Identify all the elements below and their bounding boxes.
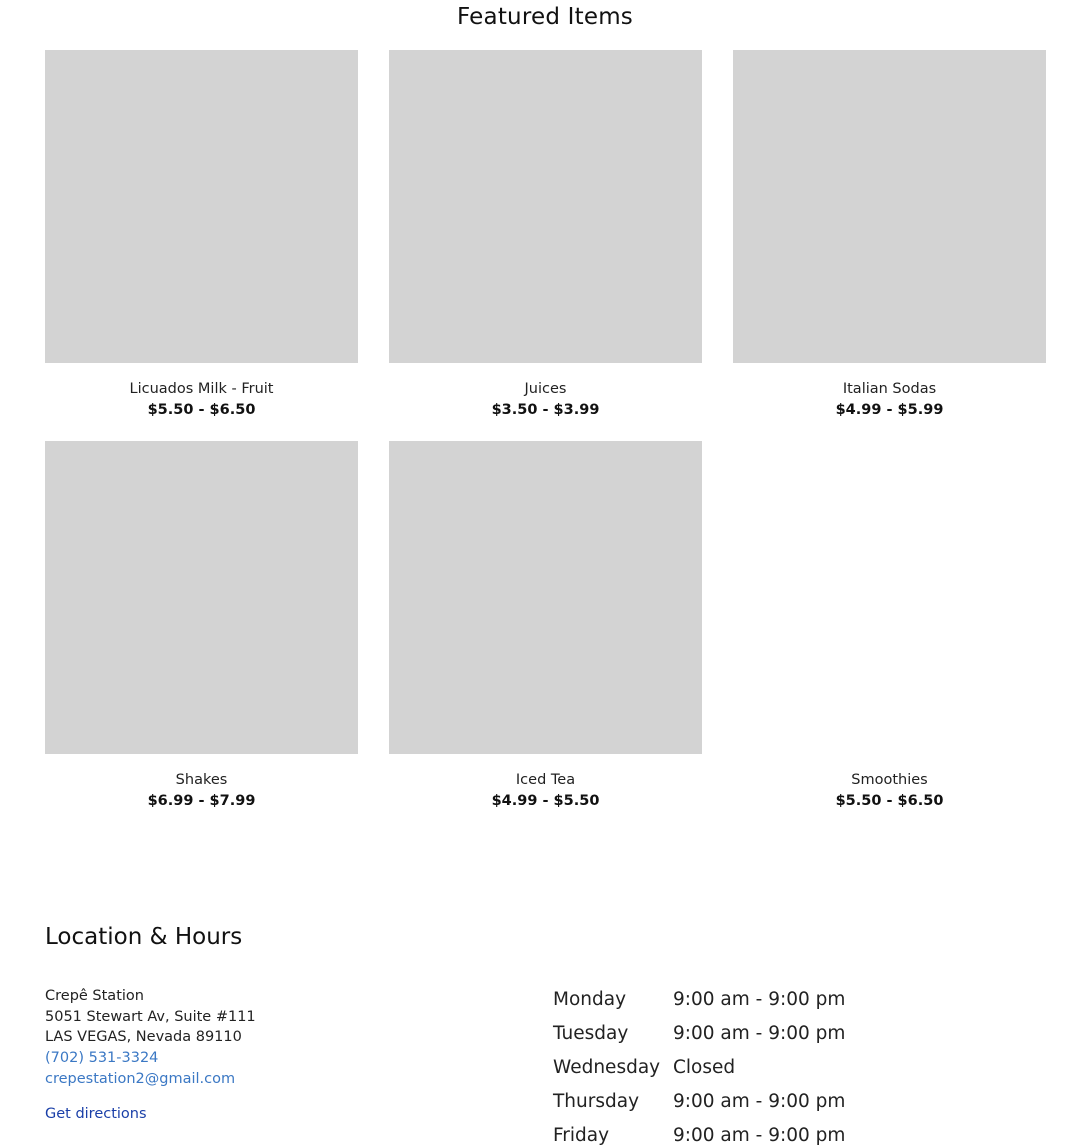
- hours-time: 9:00 am - 9:00 pm: [673, 1124, 846, 1146]
- item-name[interactable]: Juices: [524, 381, 567, 397]
- hours-day: Monday: [553, 988, 627, 1010]
- item-image-placeholder[interactable]: [45, 50, 358, 363]
- hours-day: Wednesday: [553, 1056, 661, 1078]
- city-state-zip: LAS VEGAS, Nevada 89110: [45, 1029, 242, 1046]
- item-image-placeholder[interactable]: [733, 50, 1046, 363]
- hours-time: 9:00 am - 9:00 pm: [673, 1090, 846, 1112]
- menu-item-card[interactable]: [733, 441, 1046, 832]
- featured-items-heading: Featured Items: [457, 4, 633, 30]
- hours-time: 9:00 am - 9:00 pm: [673, 988, 846, 1010]
- hours-day: Friday: [553, 1124, 610, 1146]
- item-price: $3.50 - $3.99: [491, 402, 600, 418]
- hours-time: 9:00 am - 9:00 pm: [673, 1022, 846, 1044]
- hours-day: Tuesday: [553, 1022, 629, 1044]
- business-name: Crepê Station: [45, 988, 144, 1004]
- item-name[interactable]: Licuados Milk - Fruit: [129, 381, 274, 397]
- item-name[interactable]: Smoothies: [851, 772, 928, 788]
- item-price: $5.50 - $6.50: [835, 793, 944, 809]
- menu-item-card[interactable]: [45, 441, 358, 832]
- hours-table: [553, 982, 845, 1148]
- item-price: $4.99 - $5.99: [835, 402, 944, 418]
- item-price: $6.99 - $7.99: [147, 793, 256, 809]
- hours-row: [553, 982, 845, 1016]
- hours-row: [553, 1084, 845, 1118]
- item-name[interactable]: Iced Tea: [515, 772, 576, 788]
- hours-row: [553, 1118, 845, 1148]
- menu-item-card[interactable]: [733, 50, 1046, 441]
- hours-row: [553, 1050, 845, 1084]
- item-price: $5.50 - $6.50: [147, 402, 256, 418]
- menu-item-card[interactable]: [389, 50, 702, 441]
- item-image-placeholder[interactable]: [389, 441, 702, 754]
- menu-item-card[interactable]: [45, 50, 358, 441]
- phone-link[interactable]: (702) 531-3324: [45, 1050, 159, 1067]
- item-name[interactable]: Shakes: [175, 772, 228, 788]
- item-image-placeholder[interactable]: [45, 441, 358, 754]
- get-directions-link[interactable]: Get directions: [45, 1105, 147, 1122]
- hours-day: Thursday: [553, 1090, 640, 1112]
- location-hours-heading: Location & Hours: [45, 924, 243, 950]
- hours-time: Closed: [673, 1056, 736, 1078]
- business-address-block: [45, 986, 256, 1124]
- item-name[interactable]: Italian Sodas: [842, 381, 937, 397]
- street-address: 5051 Stewart Av, Suite #111: [45, 1008, 256, 1025]
- hours-row: [553, 1016, 845, 1050]
- featured-items-grid: [45, 50, 1045, 832]
- item-price: $4.99 - $5.50: [491, 793, 600, 809]
- menu-item-card[interactable]: [389, 441, 702, 832]
- item-image-empty: [733, 441, 1046, 754]
- item-image-placeholder[interactable]: [389, 50, 702, 363]
- email-link[interactable]: crepestation2@gmail.com: [45, 1070, 236, 1087]
